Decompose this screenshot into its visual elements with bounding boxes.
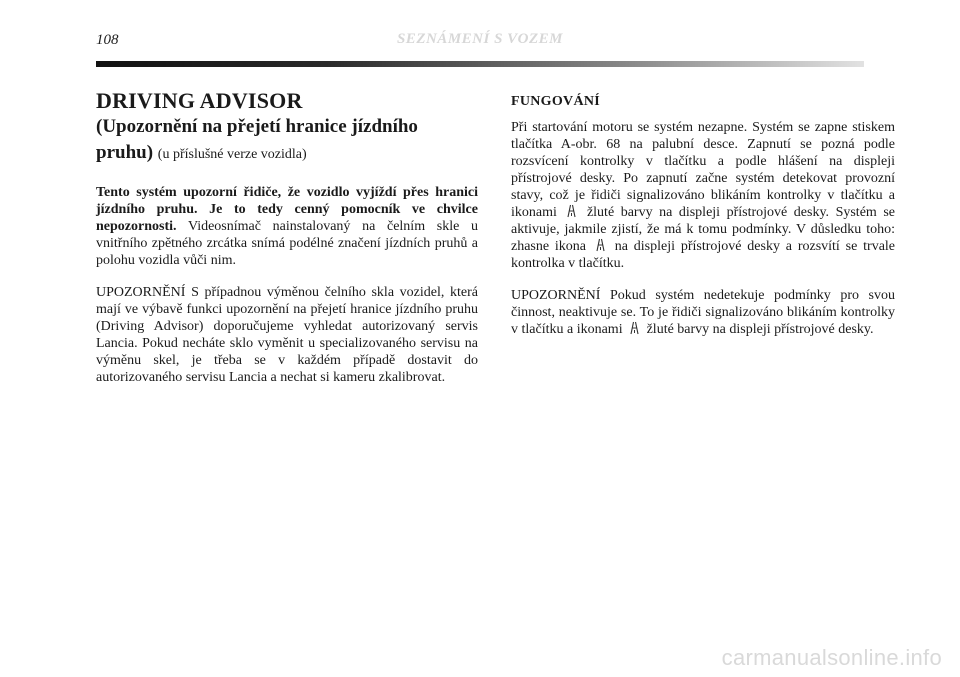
operation-text-1: Při startování motoru se systém nezapne. Systém se zapne stiskem tlačítka A-obr. 68 na palubní desce. Zapnutí se pozná podle rozsvícení kontrolky v tlačítku a podle hlášení na displeji přístrojové desky. Po zapnutí začne systém detekovat provozní stavy, což je řidiči signalizováno blikáním kontrolky v tlačítku a ikonami [511, 120, 895, 220]
intro-text: Videosnímač nainstalovaný na čelním skle u vnitřního zpětného zrcátka snímá podélné značení jízdních pruhů a polohu vozidla vůči nim. [96, 219, 478, 268]
running-header: SEZNÁMENÍ S VOZEM [396, 31, 564, 47]
operation-text-2: žluté barvy na displeji přístrojové desky. Systém se aktivuje, jakmile zjistí, že má k tomu podmínky. V důsledku toho: zhasne ikona [511, 205, 895, 254]
page-number: 108 [96, 32, 119, 48]
section-title: DRIVING ADVISOR [96, 88, 303, 113]
lane-departure-icon [566, 204, 577, 218]
operation-warning-text-1: UPOZORNĚNÍ Pokud systém nedetekuje podmínky pro svou činnost, neaktivuje se. To je řidiči signalizováno blikáním kontrolky v tlačítku a ikonami [511, 288, 895, 337]
subtitle-line-1: (Upozornění na přejetí hranice jízdního [96, 116, 418, 137]
operation-warning-text-2: žluté barvy na displeji přístrojové desky. [646, 322, 874, 337]
warning-paragraph: UPOZORNĚNÍ S případnou výměnou čelního skla vozidel, která mají ve výbavě funkci upozornění na přejetí hranice jízdního pruhu (Driving Advisor) doporučujeme vyhledat autorizovaný servis Lancia. Pokud necháte sklo vyměnit u specializovaného servisu na výměnu skel, je třeba se v každém případě dostavit do autorizovaného servisu Lancia a nechat si kameru zkalibrovat. [96, 285, 478, 385]
intro-bold-text: Tento systém upozorní řidiče, že vozidlo vyjíždí přes hranici jízdního pruhu. Je to tedy cenný pomocník ve chvilce nepozornosti. [96, 185, 478, 234]
header-rule [96, 61, 864, 67]
operation-warning-paragraph [511, 287, 895, 338]
operation-paragraph [511, 119, 895, 272]
right-column [511, 88, 895, 338]
operation-heading: FUNGOVÁNÍ [511, 94, 601, 109]
operation-text-3: na displeji přístrojové desky a rozsvítí se trvale kontrolka v tlačítku. [511, 239, 896, 271]
watermark: carmanualsonline.info [721, 645, 942, 670]
intro-paragraph [96, 184, 478, 269]
lane-departure-icon [595, 238, 606, 252]
subtitle-note: (u příslušné verze vozidla) [157, 147, 307, 162]
section-subtitle [96, 114, 478, 168]
left-column [96, 88, 478, 386]
lane-departure-icon [629, 321, 640, 335]
subtitle-line-2: pruhu) [96, 142, 154, 163]
